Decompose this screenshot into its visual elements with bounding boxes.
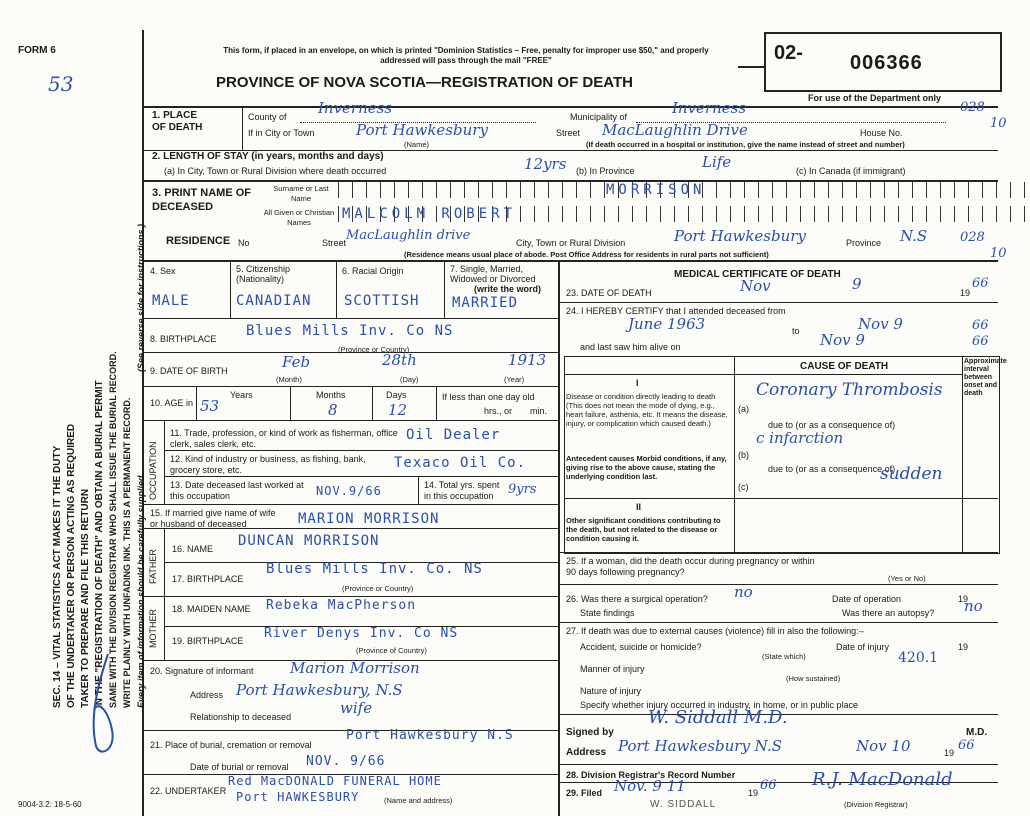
informant-value: Marion Morrison	[290, 659, 420, 677]
rule-cause-v	[734, 356, 735, 552]
where-label: Specify whether injury occurred in industry, in home, or in public place	[580, 700, 858, 710]
cause-c-marker: (c)	[738, 482, 749, 492]
street-value: MacLaughlin Drive	[602, 121, 748, 139]
place-code-2: 10	[990, 116, 1007, 131]
antecedent-label: Antecedent causes Morbid conditions, if any, giving rise to the above cause, stating the underlying condition last.	[566, 454, 727, 481]
cause-c: sudden	[880, 464, 943, 484]
given-label: All Given or Christian Names	[263, 208, 335, 227]
dob-month: Feb	[282, 353, 311, 371]
rule-s1-top	[144, 106, 998, 108]
dob-year-sub: (Year)	[504, 375, 525, 384]
surname-value: MORRISON	[606, 182, 706, 198]
place-code-1: 028	[960, 100, 985, 115]
cause-title: CAUSE OF DEATH	[800, 361, 889, 372]
side-text-4: IN THE "REGISTRATION OF DEATH" AND OBTAIN A BURIAL PERMIT	[94, 380, 105, 708]
s2a-value: 12yrs	[524, 155, 567, 173]
rule-occ-side	[164, 420, 165, 504]
cause-code: 420.1	[898, 650, 939, 666]
hospital-note: (If death occurred in a hospital or institution, give the name instead of street and number)	[586, 140, 905, 149]
rule-occ-mid	[418, 476, 419, 504]
rule-interval-v	[962, 356, 963, 552]
mother-birthplace-label: 19. BIRTHPLACE	[172, 636, 244, 646]
dob-day: 28th	[382, 351, 417, 369]
rule-r4-b	[336, 260, 337, 318]
cause-a-marker: (a)	[738, 404, 749, 414]
attend-label: 24. I HEREBY CERTIFY that I attended deceased from	[566, 306, 786, 316]
dept-use-note: For use of the Department only	[808, 93, 942, 103]
form-title: PROVINCE OF NOVA SCOTIA—REGISTRATION OF DEATH	[216, 74, 633, 91]
birthplace-sub: (Province or Country)	[338, 345, 410, 354]
rule-m27	[558, 622, 998, 623]
occ14-label: 14. Total yrs. spent in this occupation	[424, 480, 500, 501]
yes-no-label: (Yes or No)	[888, 574, 926, 583]
dod-month: Nov	[740, 277, 771, 295]
mother-name-label: 18. MAIDEN NAME	[172, 604, 251, 614]
years-value: 53	[200, 397, 220, 415]
rule-occ13	[164, 476, 558, 477]
race-label: 6. Racial Origin	[342, 266, 404, 276]
filed-label: 29. Filed	[566, 788, 603, 798]
attend-to-label: to	[792, 326, 800, 336]
side-text-3: TAKER TO PREPARE AND FILE THIS RETURN	[80, 488, 91, 708]
rule-r10-bottom	[144, 420, 558, 421]
hrs-label: hrs., or	[484, 406, 513, 416]
roman-2: II	[636, 502, 642, 512]
burial-date-value: NOV. 9/66	[306, 754, 386, 769]
residence-note: (Residence means usual place of abode. Post Office Address for residents in rural parts not sufficient)	[404, 250, 769, 259]
cause-a: Coronary Thrombosis	[756, 380, 943, 400]
roman-1: I	[636, 378, 639, 388]
dob-day-sub: (Day)	[400, 375, 419, 384]
rule-r18	[144, 596, 558, 597]
occ11-value: Oil Dealer	[406, 427, 501, 443]
county-label: County of	[248, 112, 287, 122]
last-seen-year: 66	[972, 334, 989, 349]
informant-address-value: Port Hawkesbury, N.S	[236, 681, 403, 699]
rule-r9	[144, 352, 558, 353]
rule-m24	[558, 302, 998, 303]
address-label: Address	[566, 747, 607, 758]
min-label: min.	[530, 406, 548, 416]
registrar-label: (Division Registrar)	[844, 800, 908, 809]
rule-age-1	[196, 386, 197, 420]
occupation-side: OCCUPATION	[148, 441, 158, 500]
signed-label: Signed by	[566, 727, 614, 738]
age-label: 10. AGE in	[150, 398, 194, 408]
sustained-label: (How sustained)	[786, 674, 841, 683]
side-text-2: OF THE UNDERTAKER OR PERSON ACTING AS REQUIRED	[66, 423, 77, 708]
surname-label: Surname or Last Name	[273, 184, 329, 203]
citizenship-value: CANADIAN	[236, 293, 312, 309]
county-value: Inverness	[318, 99, 393, 117]
rule-center	[558, 260, 560, 816]
due-to-1: due to (or as a consequence of)	[768, 420, 896, 430]
given-value: MALCOLM ROBERT	[342, 206, 517, 222]
rule-m25	[558, 552, 998, 553]
date-op-label: Date of operation	[832, 594, 902, 604]
date-op-19: 19	[958, 594, 969, 604]
date-injury-19: 19	[958, 642, 969, 652]
rule-age-4	[436, 386, 437, 420]
sex-value: MALE	[152, 293, 190, 309]
surgery-label: 26. Was there a surgical operation?	[566, 594, 708, 604]
med-title: MEDICAL CERTIFICATE OF DEATH	[674, 269, 841, 280]
residence-label: RESIDENCE	[166, 235, 231, 247]
rule-r8	[144, 318, 558, 319]
side-text-5: SAME WITH THE DIVISION REGISTRAR WHO SHALL ISSUE THE BURIAL RECORD.	[108, 351, 118, 708]
s2c-label: (c) In Canada (if immigrant)	[796, 166, 906, 176]
father-birthplace-sub: (Province or Country)	[342, 584, 414, 593]
mother-side: MOTHER	[148, 609, 158, 648]
disease-label: Disease or condition directly leading to death (This does not mean the mode of dying, e.g., heart failure, asthenia, etc. It means the disease, injury, or complication which caused death.)	[566, 392, 728, 428]
rule-r4-a	[230, 260, 231, 318]
spouse-label: 15. If married give name of wife or husband of deceased	[150, 508, 276, 529]
doctor-date: Nov 10	[856, 737, 911, 755]
reg-box-pointer	[738, 66, 766, 68]
dob-label: 9. DATE OF BIRTH	[150, 366, 228, 376]
cause-b: c infarction	[756, 429, 844, 447]
other-conditions-label: Other significant conditions contributing to the death, but not related to the disease or condition causing it.	[566, 516, 721, 543]
undertaker-value-2: Port HAWKESBURY	[236, 790, 360, 804]
attend-to: Nov 9	[858, 315, 903, 333]
filed-year: 66	[760, 778, 777, 793]
doctor-address: Port Hawkesbury N.S	[618, 737, 782, 755]
s2b-value: Life	[702, 153, 732, 171]
relationship-value: wife	[340, 699, 373, 717]
city-name-sub: (Name)	[404, 140, 430, 149]
undertaker-sub: (Name and address)	[384, 796, 453, 805]
state-which-label: (State which)	[762, 652, 806, 661]
street-label: Street	[556, 128, 581, 138]
attend-from: June 1963	[628, 315, 706, 333]
relationship-label: Relationship to deceased	[190, 712, 292, 722]
occ13-value: NOV.9/66	[316, 484, 382, 498]
rule-s1-v	[242, 106, 243, 150]
md-label: M.D.	[966, 727, 988, 738]
reg-number: 006366	[850, 52, 923, 74]
undertaker-label: 22. UNDERTAKER	[150, 786, 227, 796]
date-injury-label: Date of injury	[836, 642, 890, 652]
rule-r4-c	[444, 260, 445, 318]
citizenship-label: 5. Citizenship (Nationality)	[236, 264, 291, 284]
record-number-label: 28. Division Registrar's Record Number	[566, 770, 736, 780]
mother-name-value: Rebeka MacPherson	[266, 598, 417, 613]
margin-scribble	[86, 650, 126, 760]
months-label: Months	[316, 390, 346, 400]
res-city-label: City, Town or Rural Division	[516, 238, 626, 248]
s1-label: 1. PLACE OF DEATH	[152, 110, 203, 133]
side-text-6: WRITE PLAINLY WITH UNFADING INK. THIS IS A PERMANENT RECORD.	[122, 397, 132, 708]
last-seen-value: Nov 9	[820, 331, 865, 349]
rule-r10	[144, 386, 558, 387]
pregnancy-label: 25. If a woman, did the death occur during pregnancy or within 90 days following pregnancy?	[566, 556, 815, 577]
registrar-signature: R.J. MacDonald	[812, 769, 953, 790]
state-findings-label: State findings	[580, 608, 635, 618]
rule-m26	[558, 584, 998, 585]
rule-r15	[144, 504, 558, 505]
muni-value: Inverness	[672, 99, 747, 117]
external-label: 27. If death was due to external causes (violence) fill in also the following:–	[566, 626, 864, 636]
occ12-label: 12. Kind of industry or business, as fishing, bank, grocery store, etc.	[170, 454, 366, 475]
burial-date-label: Date of burial or removal	[190, 762, 289, 772]
last-seen-label: and last saw him alive on	[580, 342, 681, 352]
birthplace-value: Blues Mills Inv. Co NS	[246, 323, 454, 339]
s2a-label: (a) In City, Town or Rural Division where death occurred	[164, 166, 387, 176]
rule-occ12	[164, 450, 558, 451]
autopsy-label: Was there an autopsy?	[842, 608, 935, 618]
surgery-value: no	[734, 583, 753, 601]
muni-label: Municipality of	[570, 112, 628, 122]
res-code-2: 10	[990, 246, 1007, 261]
res-city-value: Port Hawkesbury	[674, 227, 806, 245]
rule-main-top	[144, 260, 998, 262]
burial-value: Port Hawkesbury N.S	[346, 728, 514, 743]
occ14-value: 9yrs	[508, 482, 537, 497]
dod-19: 19	[960, 288, 971, 298]
side-text-1: SEC. 14 – VITAL STATISTICS ACT MAKES IT THE DUTY	[52, 445, 63, 708]
manner-label: Manner of injury	[580, 664, 645, 674]
dod-day: 9	[852, 275, 862, 293]
marital-value: MARRIED	[452, 295, 519, 311]
s3-label: 3. PRINT NAME OF DECEASED	[152, 187, 252, 213]
interval-label: Approximate interval between onset and death	[964, 358, 1007, 397]
father-birthplace-value: Blues Mills Inv. Co. NS	[266, 561, 483, 577]
cause-b-marker: (b)	[738, 450, 749, 460]
spouse-value: MARION MORRISON	[298, 511, 440, 527]
city-label: If in City or Town	[248, 128, 315, 138]
side-text-8: (See reverse side for instructions.)	[136, 223, 146, 372]
reg-prefix: 02-	[774, 42, 803, 64]
rule-age-3	[372, 386, 373, 420]
rule-cause-head	[564, 374, 962, 375]
dod-year: 66	[972, 276, 989, 291]
dob-month-sub: (Month)	[276, 375, 302, 384]
accident-label: Accident, suicide or homicide?	[580, 642, 702, 652]
rule-m28	[558, 764, 998, 765]
father-name-label: 16. NAME	[172, 544, 214, 554]
race-value: SCOTTISH	[344, 293, 420, 309]
margin-mark: 53	[48, 72, 74, 96]
days-label: Days	[386, 390, 407, 400]
months-value: 8	[328, 401, 338, 419]
mail-notice: This form, if placed in an envelope, on which is printed "Dominion Statistics – Free, penalty for improper use $50," and properly addressed will pass through the mail "FREE"	[223, 46, 709, 65]
days-value: 12	[388, 401, 408, 419]
dod-label: 23. DATE OF DEATH	[566, 288, 652, 298]
father-side: FATHER	[148, 549, 158, 584]
res-street-label: Street	[322, 238, 347, 248]
marital-sub: (write the word)	[474, 284, 541, 294]
occ13-label: 13. Date deceased last worked at this occupation	[170, 480, 304, 501]
doctor-date-year: 66	[958, 738, 975, 753]
registration-number-box	[764, 32, 1002, 92]
s2-label: 2. LENGTH OF STAY (in years, months and days)	[152, 151, 384, 162]
mother-birthplace-value: River Denys Inv. Co NS	[264, 626, 459, 641]
res-code-1: 028	[960, 230, 985, 245]
rule-cause-2	[564, 498, 998, 499]
res-street-value: MacLaughlin drive	[346, 228, 471, 243]
undertaker-value: Red MacDONALD FUNERAL HOME	[228, 774, 442, 788]
city-value: Port Hawkesbury	[356, 121, 488, 139]
attend-year: 66	[972, 318, 989, 333]
rule-mother-side	[164, 596, 165, 660]
filed-19: 19	[748, 788, 759, 798]
occ12-value: Texaco Oil Co.	[394, 455, 527, 471]
rule-age-2	[290, 386, 291, 420]
house-label: House No.	[860, 128, 903, 138]
res-prov-label: Province	[846, 238, 882, 248]
sex-label: 4. Sex	[150, 266, 176, 276]
father-birthplace-label: 17. BIRTHPLACE	[172, 574, 244, 584]
mother-birthplace-sub: (Province of Country)	[356, 646, 427, 655]
res-prov-value: N.S	[900, 227, 928, 245]
informant-label: 20. Signature of informant	[150, 666, 254, 676]
doctor-signature: W. Siddall M.D.	[648, 707, 788, 728]
marital-label: 7. Single, Married, Widowed or Divorced	[450, 264, 536, 284]
dob-year: 1913	[508, 351, 547, 369]
doctor-date-19: 19	[944, 748, 955, 758]
informant-address-label: Address	[190, 690, 224, 700]
due-to-2: due to (or as a consequence of)	[768, 464, 896, 474]
burial-label: 21. Place of burial, cremation or removal	[150, 740, 312, 750]
birthplace-label: 8. BIRTHPLACE	[150, 334, 217, 344]
rule-r16	[144, 528, 558, 529]
less-label: If less than one day old	[442, 392, 535, 402]
occ11-label: 11. Trade, profession, or kind of work as fisherman, office clerk, sales clerk, etc.	[170, 428, 398, 449]
form-number: FORM 6	[18, 45, 56, 56]
nature-label: Nature of injury	[580, 686, 642, 696]
form-code: 9004-3.2: 18-5-60	[18, 800, 82, 809]
autopsy-value: no	[964, 597, 983, 615]
filed-value: Nov. 9 11	[614, 777, 686, 795]
years-label: Years	[230, 390, 253, 400]
side-text-7: Every item of information should be carefully supplied.	[136, 472, 146, 708]
res-no-label: No	[238, 238, 250, 248]
s2b-label: (b) In Province	[576, 166, 635, 176]
stamp-text: W. SIDDALL	[650, 799, 717, 810]
father-name-value: DUNCAN MORRISON	[238, 533, 380, 549]
